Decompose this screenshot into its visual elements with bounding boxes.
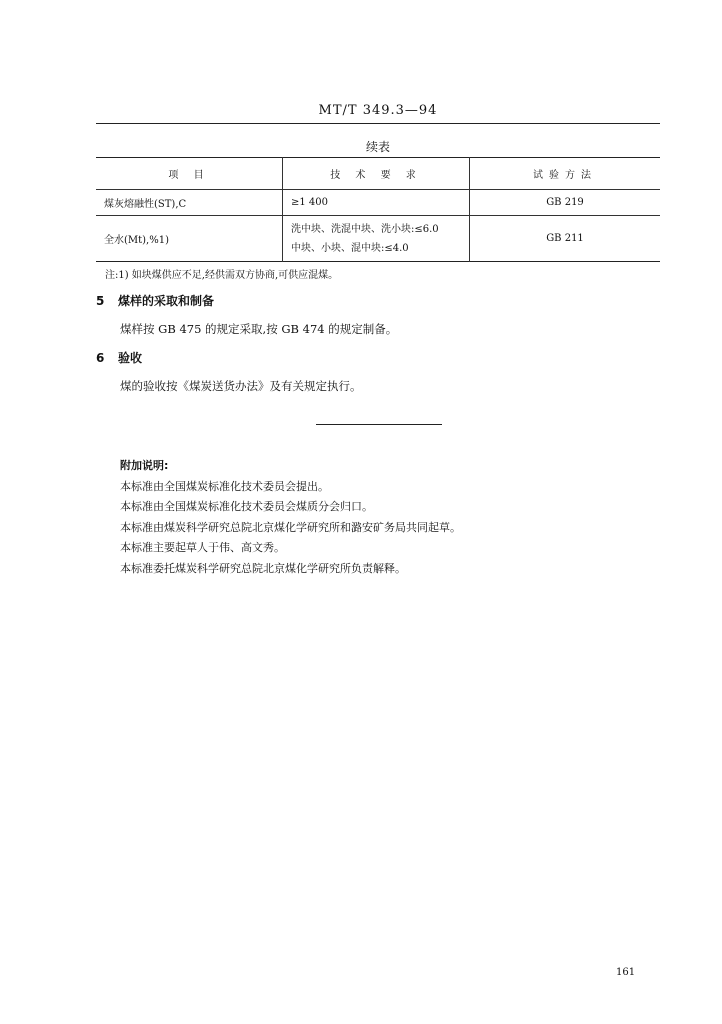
table-note: 注:1) 如块煤供应不足,经供需双方协商,可供应混煤。 (105, 270, 339, 281)
cell-method: GB 211 (470, 216, 661, 262)
requirement-line: 中块、小块、混中块:≤4.0 (291, 242, 409, 254)
section-body-5: 煤样按 GB 475 的规定采取,按 GB 474 的规定制备。 (120, 322, 398, 336)
section-number: 6 (96, 351, 105, 365)
section-number: 5 (96, 294, 105, 308)
section-heading-5 (96, 292, 214, 309)
cell-requirement (283, 216, 470, 262)
table-caption: 续表 (365, 140, 390, 154)
column-header-item: 项 目 (168, 170, 210, 181)
table-row (96, 216, 660, 262)
table-row (96, 190, 660, 216)
appendix-title: 附加说明: (120, 459, 169, 472)
section-title: 验收 (118, 351, 143, 365)
section-heading-6 (96, 349, 142, 366)
standard-number-header: MT/T 349.3—94 (318, 103, 438, 118)
requirement-line: 洗中块、洗混中块、洗小块:≤6.0 (291, 223, 439, 235)
section-body-6: 煤的验收按《煤炭送货办法》及有关规定执行。 (120, 379, 362, 393)
page-number: 161 (616, 967, 636, 978)
section-title: 煤样的采取和制备 (118, 294, 215, 308)
column-header-method: 试验方法 (470, 158, 661, 190)
appendix-line: 本标准由全国煤炭标准化技术委员会提出。 (120, 479, 329, 493)
column-header-requirement: 技 术 要 求 (283, 158, 470, 190)
cell-item: 煤灰熔融性(ST),C (104, 199, 187, 210)
header-rule (96, 123, 660, 124)
end-divider (316, 424, 442, 425)
appendix-line: 本标准委托煤炭科学研究总院北京煤化学研究所负责解释。 (120, 561, 406, 575)
table-header-row (96, 158, 660, 190)
appendix-line: 本标准由煤炭科学研究总院北京煤化学研究所和潞安矿务局共同起草。 (120, 520, 461, 534)
appendix-line: 本标准由全国煤炭标准化技术委员会煤质分会归口。 (120, 500, 373, 513)
appendix (120, 456, 461, 579)
cell-requirement (283, 190, 470, 216)
spec-table (96, 157, 660, 262)
cell-item: 全水(Mt),%1) (104, 235, 170, 246)
cell-method: GB 219 (470, 190, 661, 216)
requirement-line: ≥1 400 (291, 197, 329, 208)
appendix-line: 本标准主要起草人于伟、高文秀。 (120, 541, 285, 554)
